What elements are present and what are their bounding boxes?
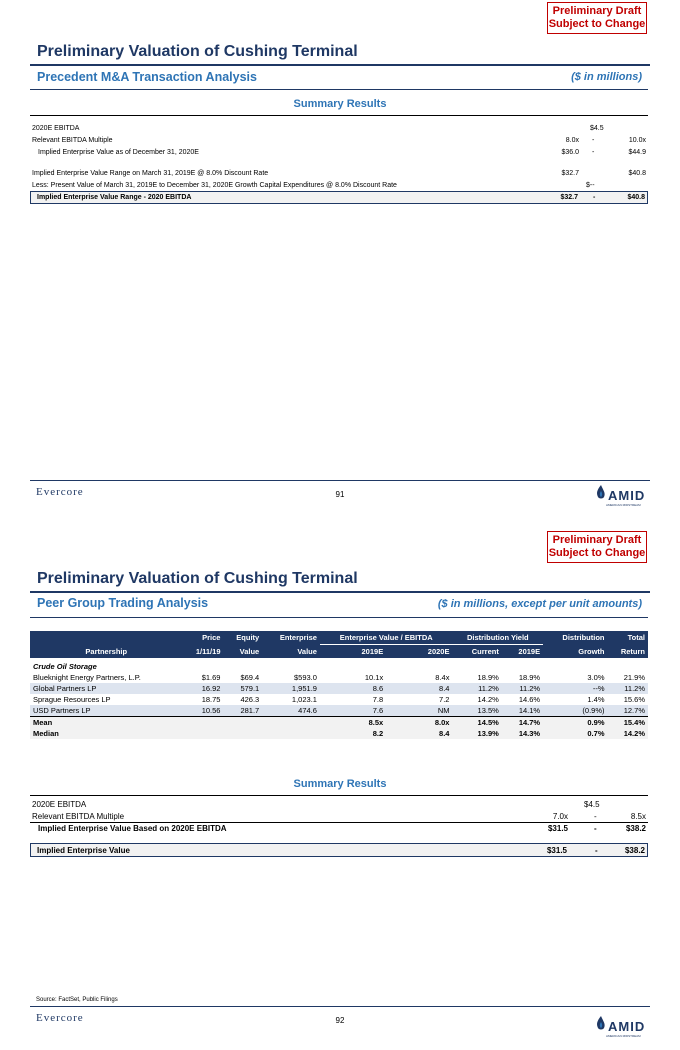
category-row	[30, 658, 648, 672]
col-partnership: Partnership	[30, 645, 182, 659]
final-range-dash: -	[593, 194, 596, 201]
final-value-dash: -	[595, 846, 598, 855]
cell: $1.69	[201, 673, 221, 682]
cell: 21.9%	[623, 673, 645, 682]
cell: NM	[386, 705, 452, 717]
cell: 14.5%	[452, 717, 501, 729]
cell: 1,951.9	[262, 683, 320, 694]
cell: 8.4x	[435, 673, 450, 682]
source-note: Source: FactSet, Public Filings	[36, 997, 118, 1003]
cell: 579.1	[223, 683, 262, 694]
cell: 8.4	[386, 683, 452, 694]
page-92	[0, 525, 680, 1050]
implied-dec-high: $44.9	[628, 149, 646, 156]
implied-label: Implied Enterprise Value Based on 2020E EBITDA	[38, 824, 227, 833]
col-2019e: 2019E	[320, 645, 386, 659]
table-header-row	[30, 631, 648, 645]
cell	[182, 728, 223, 739]
implied-row	[30, 823, 648, 835]
cell: 14.1%	[502, 705, 543, 717]
cell: 15.6%	[623, 695, 645, 704]
cell: 10.1x	[364, 673, 384, 682]
amid-wordmark: AMID	[608, 1019, 646, 1034]
ebitda-row	[30, 799, 648, 811]
final-value-label: Implied Enterprise Value	[37, 846, 130, 855]
table-row	[30, 683, 648, 694]
table-row	[30, 694, 648, 705]
mean-label: Mean	[30, 717, 182, 729]
cell	[223, 717, 262, 729]
draft-stamp-line1: Preliminary Draft	[552, 534, 642, 546]
ebitda-value: $4.5	[584, 800, 600, 809]
cell: $593.0	[294, 673, 317, 682]
cell: 12.7%	[608, 705, 649, 717]
footer-rule	[30, 480, 650, 481]
page-title: Preliminary Valuation of Cushing Terminal	[37, 43, 358, 60]
col-enterprise: Enterprise	[262, 631, 320, 645]
table-row	[30, 705, 648, 717]
summary-rule	[30, 795, 648, 796]
multiple-row	[30, 135, 648, 147]
amid-logo	[594, 484, 650, 508]
draft-stamp-line2: Subject to Change	[548, 18, 646, 30]
summary-heading: Summary Results	[293, 98, 387, 110]
cell: 8.6	[320, 683, 386, 694]
page-title: Preliminary Valuation of Cushing Terminal	[37, 570, 358, 587]
cell	[182, 717, 223, 729]
units-note: ($ in millions, except per unit amounts)	[437, 598, 642, 610]
evercore-logo: Evercore	[36, 1012, 84, 1024]
cell: 8.2	[320, 728, 386, 739]
cell: 15.4%	[608, 717, 649, 729]
cell: 14.2%	[477, 695, 499, 704]
col-distribution: Distribution	[543, 631, 607, 645]
draft-stamp-line1: Preliminary Draft	[552, 5, 642, 17]
cell: 7.8	[372, 695, 384, 704]
cell: 3.0%	[587, 673, 605, 682]
table-header-row	[30, 645, 648, 659]
section-subtitle: Precedent M&A Transaction Analysis	[37, 70, 257, 84]
title-rule	[30, 64, 650, 66]
multiple-label: Relevant EBITDA Multiple	[32, 137, 113, 144]
cell: --%	[543, 683, 607, 694]
implied-dec-low: $36.0	[561, 149, 579, 156]
ebitda-label: 2020E EBITDA	[32, 800, 87, 809]
implied-dec-row	[30, 147, 648, 159]
cell: Global Partners LP	[30, 683, 182, 694]
cell: 16.92	[182, 683, 223, 694]
draft-stamp	[547, 2, 647, 34]
cell: 14.3%	[502, 728, 543, 739]
page-number: 91	[335, 490, 345, 499]
cell: 474.6	[262, 705, 320, 717]
cell: 1,023.1	[291, 695, 317, 704]
multiple-label: Relevant EBITDA Multiple	[32, 812, 125, 821]
final-value-row	[30, 843, 648, 857]
cell	[262, 717, 320, 729]
mean-row	[30, 717, 648, 729]
range-march-row	[30, 168, 648, 180]
col-group-ev-ebitda: Enterprise Value / EBITDA	[320, 631, 453, 645]
draft-stamp	[547, 531, 647, 563]
flame-icon	[594, 484, 608, 502]
units-note: ($ in millions)	[571, 71, 642, 83]
amid-tagline: AMERICAN MIDSTREAM	[606, 503, 641, 507]
final-value-low: $31.5	[546, 846, 567, 855]
cell: 0.9%	[543, 717, 607, 729]
ebitda-label: 2020E EBITDA	[32, 125, 80, 132]
multiple-low: 8.0x	[565, 137, 579, 144]
implied-low: $31.5	[547, 824, 568, 833]
capex-label: Less: Present Value of March 31, 2019E to December 31, 2020E Growth Capital Expenditures @ 8.0% Discount Rate	[32, 182, 397, 189]
range-march-high: $40.8	[628, 170, 646, 177]
range-march-label: Implied Enterprise Value Range on March 31, 2019E @ 8.0% Discount Rate	[32, 170, 269, 177]
cell: 18.9%	[477, 673, 499, 682]
col-current: Current	[452, 645, 501, 659]
multiple-high: 8.5x	[630, 812, 646, 821]
summary-rule	[30, 115, 648, 116]
section-subtitle: Peer Group Trading Analysis	[37, 596, 209, 610]
cell: (0.9%)	[543, 705, 607, 717]
final-range-high: $40.8	[627, 194, 645, 201]
cell: 11.2%	[608, 683, 649, 694]
col-2020e: 2020E	[386, 645, 452, 659]
cell: 7.6	[320, 705, 386, 717]
col-total: Total	[608, 631, 649, 645]
implied-dec-label: Implied Enterprise Value as of December 31, 2020E	[38, 149, 199, 156]
capex-value: $--	[586, 182, 595, 189]
col-group-dist-yield: Distribution Yield	[452, 631, 543, 645]
cell: 14.2%	[608, 728, 649, 739]
draft-stamp-line2: Subject to Change	[548, 547, 646, 559]
multiple-dash: -	[594, 812, 597, 821]
cell: $69.4	[240, 673, 260, 682]
summary-heading: Summary Results	[293, 778, 387, 790]
subtitle-rule	[30, 617, 648, 618]
col-equity: Equity	[223, 631, 262, 645]
cell: 281.7	[223, 705, 262, 717]
cell: 13.9%	[452, 728, 501, 739]
cell: 14.6%	[518, 695, 541, 704]
title-rule	[30, 591, 650, 593]
cell: 18.9%	[518, 673, 541, 682]
amid-logo	[594, 1015, 650, 1039]
amid-tagline: AMERICAN MIDSTREAM	[606, 1034, 641, 1038]
footer-rule	[30, 1006, 650, 1007]
amid-wordmark: AMID	[608, 488, 646, 503]
cell: 10.56	[182, 705, 223, 717]
cell: 1.4%	[587, 695, 605, 704]
range-march-low: $32.7	[561, 170, 579, 177]
final-range-label: Implied Enterprise Value Range - 2020 EBITDA	[37, 194, 192, 201]
col-date: 1/11/19	[182, 645, 223, 659]
ebitda-row	[30, 123, 648, 135]
final-range-row	[30, 191, 648, 204]
peer-group-table	[30, 631, 648, 739]
implied-dec-dash: -	[592, 149, 595, 156]
col-price: Price	[182, 631, 223, 645]
col-2019e: 2019E	[502, 645, 543, 659]
cell	[223, 728, 262, 739]
cell: 14.7%	[502, 717, 543, 729]
cell: 11.2%	[502, 683, 543, 694]
cell: 8.4	[386, 728, 452, 739]
subtitle-rule	[30, 89, 648, 90]
implied-high: $38.2	[625, 824, 646, 833]
implied-dash: -	[594, 824, 597, 833]
table-row	[30, 672, 648, 683]
final-range-low: $32.7	[560, 194, 578, 201]
cell	[262, 728, 320, 739]
cell: 11.2%	[452, 683, 501, 694]
cell: 8.0x	[386, 717, 452, 729]
category-label: Crude Oil Storage	[33, 662, 97, 671]
cell: 0.7%	[543, 728, 607, 739]
cell: USD Partners LP	[30, 705, 182, 717]
page-number: 92	[335, 1016, 345, 1025]
cell: Blueknight Energy Partners, L.P.	[33, 673, 141, 682]
col-return: Return	[608, 645, 649, 659]
median-row	[30, 728, 648, 739]
multiple-low: 7.0x	[552, 812, 568, 821]
col-growth: Growth	[543, 645, 607, 659]
median-label: Median	[30, 728, 182, 739]
ebitda-value: $4.5	[590, 125, 604, 132]
multiple-high: 10.0x	[628, 137, 646, 144]
col-value: Value	[223, 645, 262, 659]
cell: 7.2	[439, 695, 450, 704]
cell: Sprague Resources LP	[33, 695, 111, 704]
cell: 426.3	[240, 695, 260, 704]
multiple-dash: -	[592, 137, 595, 144]
final-value-high: $38.2	[624, 846, 645, 855]
cell: 8.5x	[320, 717, 386, 729]
evercore-logo: Evercore	[36, 486, 84, 498]
cell: 18.75	[201, 695, 221, 704]
cell: 13.5%	[452, 705, 501, 717]
col-value: Value	[262, 645, 320, 659]
flame-icon	[594, 1015, 608, 1033]
